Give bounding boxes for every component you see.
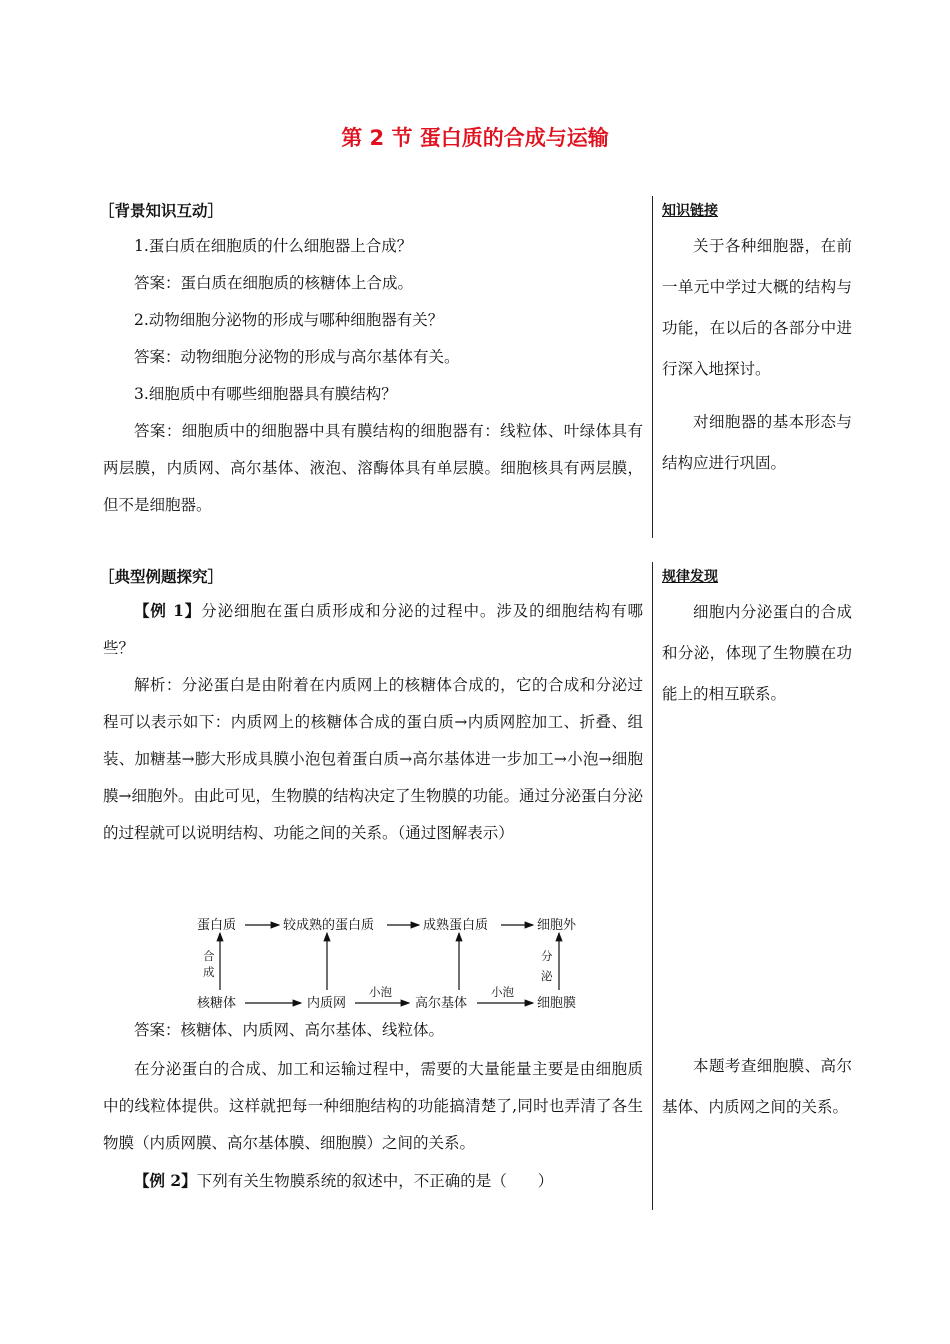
sidebar-heading: 知识链接 <box>662 203 718 219</box>
example-text: 分泌细胞在蛋白质形成和分泌的过程中。涉及的细胞结构有哪些？ <box>103 602 643 657</box>
analysis-paragraph: 解析：分泌蛋白是由附着在内质网上的核糖体合成的，它的合成和分泌过程可以表示如下：内质网上的核糖体合成的蛋白质→内质网腔加工、折叠、组装、加糖基→膨大形成具膜小泡包着蛋白质→高尔基体进一步加工→小泡→细胞膜→细胞外。由此可见，生物膜的结构决定了生物膜的功能。通过分泌蛋白分泌的过程就可以说明结构、功能之间的关系。（通过图解表示） <box>103 676 643 842</box>
answer-2: 答案：动物细胞分泌物的形成与高尔基体有关。 <box>134 348 460 366</box>
node-er: 内质网 <box>307 996 347 1011</box>
rule-discovery-sidebar <box>662 562 852 715</box>
secretion-label: 泌 <box>541 969 553 983</box>
node-extracellular: 细胞外 <box>537 918 577 933</box>
section-heading: ［背景知识互动］ <box>99 201 224 220</box>
sidebar-paragraph: 关于各种细胞器，在前一单元中学过大概的结构与功能，在以后的各部分中进行深入地探讨。 <box>662 237 852 378</box>
vesicle-label: 小泡 <box>369 985 392 999</box>
example-section-continued <box>103 1012 643 1200</box>
section-heading: ［典型例题探究］ <box>99 567 224 586</box>
answer-3: 答案：细胞质中的细胞器中具有膜结构的细胞器有：线粒体、叶绿体具有两层膜，内质网、高尔基体、液泡、溶酶体具有单层膜。细胞核具有两层膜，但不是细胞器。 <box>103 422 643 514</box>
node-immature-protein: 较成熟的蛋白质 <box>283 918 375 933</box>
node-mature-protein: 成熟蛋白质 <box>423 918 489 933</box>
page-title: 第 2 节 蛋白质的合成与运输 <box>341 126 609 150</box>
answer-1: 答案：蛋白质在细胞质的核糖体上合成。 <box>134 274 414 292</box>
column-divider <box>652 562 653 1210</box>
sidebar-heading: 规律发现 <box>662 569 718 585</box>
secretion-label: 分 <box>541 949 553 963</box>
knowledge-link-sidebar <box>662 196 852 484</box>
rule-discovery-note <box>662 1046 852 1128</box>
secretion-flow-diagram <box>195 908 595 1018</box>
example-tag: 【例 1】 <box>134 601 202 620</box>
background-knowledge-section <box>99 196 643 524</box>
node-golgi: 高尔基体 <box>415 996 468 1011</box>
sidebar-paragraph: 本题考查细胞膜、高尔基体、内质网之间的关系。 <box>662 1057 852 1116</box>
vesicle-label: 小泡 <box>491 985 514 999</box>
example-1 <box>103 592 643 667</box>
node-ribosome: 核糖体 <box>197 996 237 1011</box>
question-1: 1.蛋白质在细胞质的什么细胞器上合成？ <box>134 237 413 255</box>
sidebar-paragraph: 细胞内分泌蛋白的合成和分泌，体现了生物膜在功能上的相互联系。 <box>662 603 852 703</box>
example-tag: 【例 2】 <box>134 1171 197 1190</box>
node-protein: 蛋白质 <box>197 918 237 933</box>
node-cell-membrane: 细胞膜 <box>537 996 577 1011</box>
example-text: 下列有关生物膜系统的叙述中，不正确的是（ ） <box>196 1172 554 1190</box>
example-2 <box>103 1162 643 1200</box>
synthesis-label: 成 <box>203 965 215 979</box>
column-divider <box>652 196 653 538</box>
question-3: 3.细胞质中有哪些细胞器具有膜结构？ <box>134 385 397 403</box>
sidebar-paragraph: 对细胞器的基本形态与结构应进行巩固。 <box>662 413 852 472</box>
question-2: 2.动物细胞分泌物的形成与哪种细胞器有关？ <box>134 311 444 329</box>
example-section <box>99 562 643 852</box>
synthesis-label: 合 <box>203 949 215 963</box>
answer-paragraph: 答案：核糖体、内质网、高尔基体、线粒体。 <box>134 1021 445 1039</box>
explanation-paragraph: 在分泌蛋白的合成、加工和运输过程中，需要的大量能量主要是由细胞质中的线粒体提供。这样就把每一种细胞结构的功能搞清楚了,同时也弄清了各生物膜（内质网膜、高尔基体膜、细胞膜）之间的关系。 <box>103 1060 643 1152</box>
